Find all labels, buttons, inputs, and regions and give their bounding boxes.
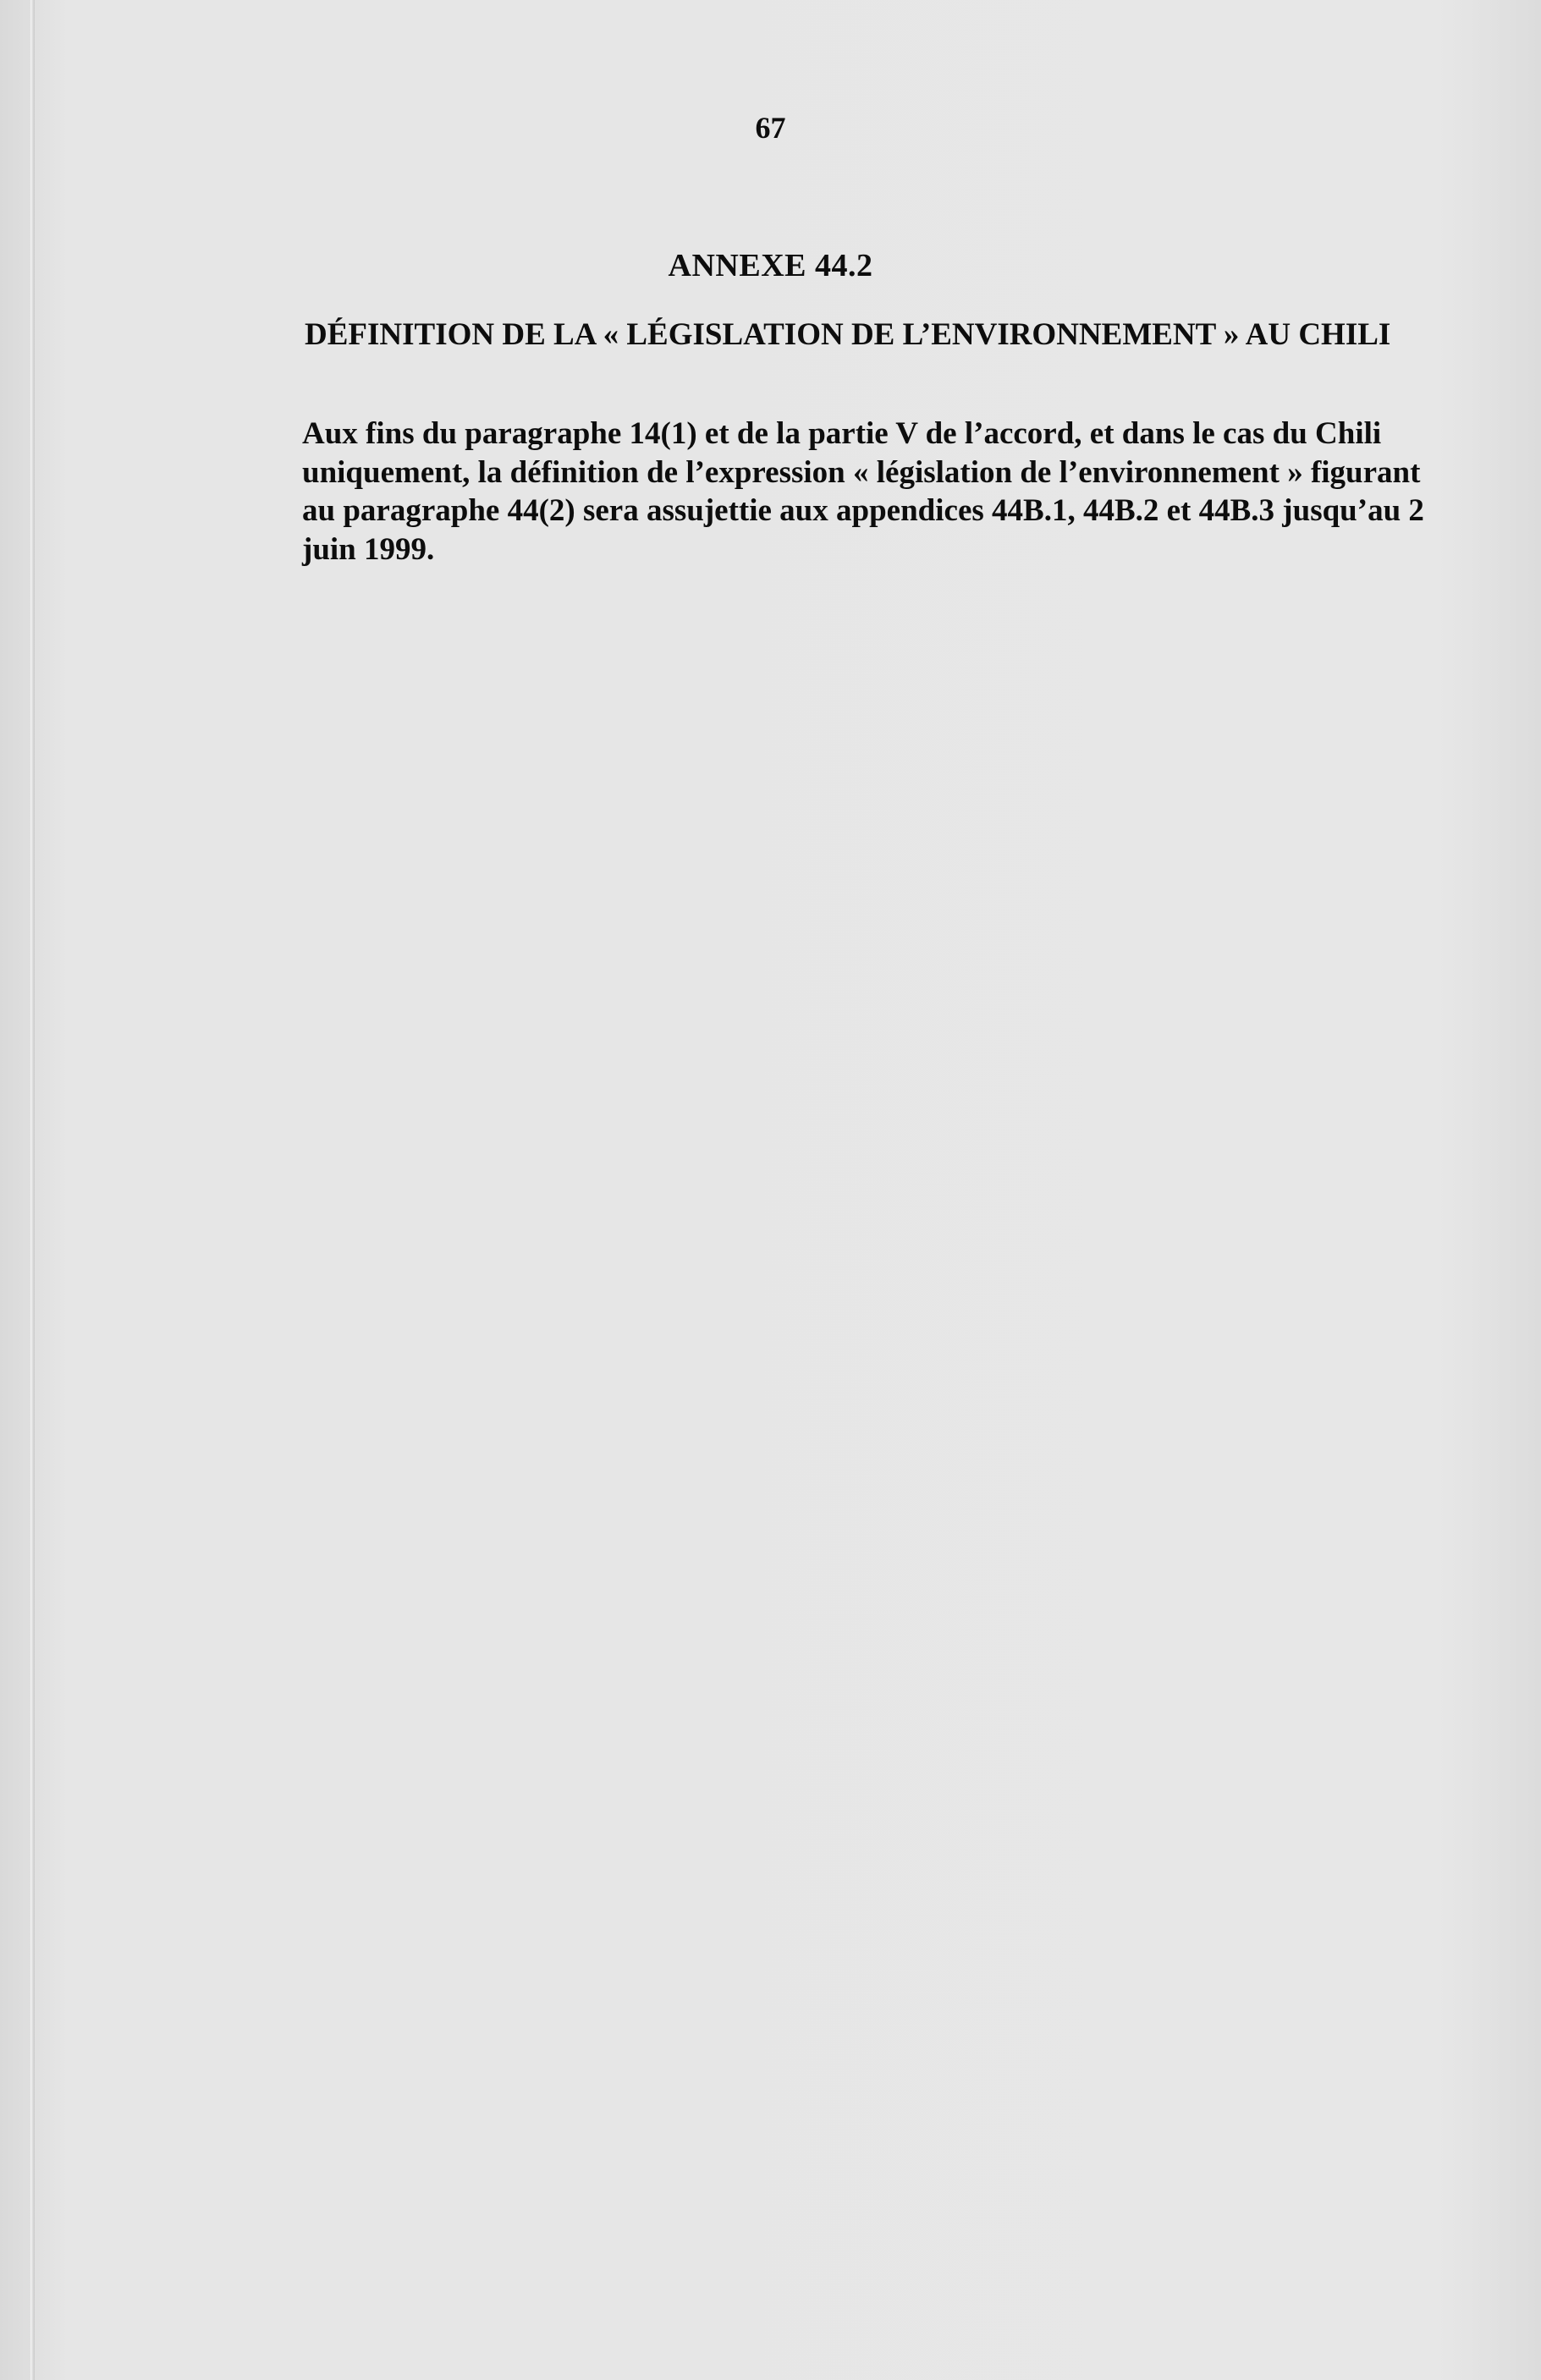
page-number: 67 (755, 111, 786, 145)
annex-title: ANNEXE 44.2 (668, 248, 873, 283)
binding-edge (30, 0, 35, 2380)
body-paragraph (302, 415, 1424, 569)
section-title: DÉFINITION DE LA « LÉGISLATION DE L’ENVIRONNEMENT » AU CHILI (305, 317, 1391, 352)
paragraph-line: Aux fins du paragraphe 14(1) et de la partie V de l’accord, et dans le cas du Chili (302, 416, 1382, 451)
paragraph-line: uniquement, la définition de l’expression « législation de l’environnement » figurant (302, 454, 1421, 490)
paragraph-line: au paragraphe 44(2) sera assujettie aux appendices 44B.1, 44B.2 et 44B.3 jusqu’au 2 (302, 493, 1424, 528)
paragraph-line: juin 1999. (302, 531, 435, 567)
